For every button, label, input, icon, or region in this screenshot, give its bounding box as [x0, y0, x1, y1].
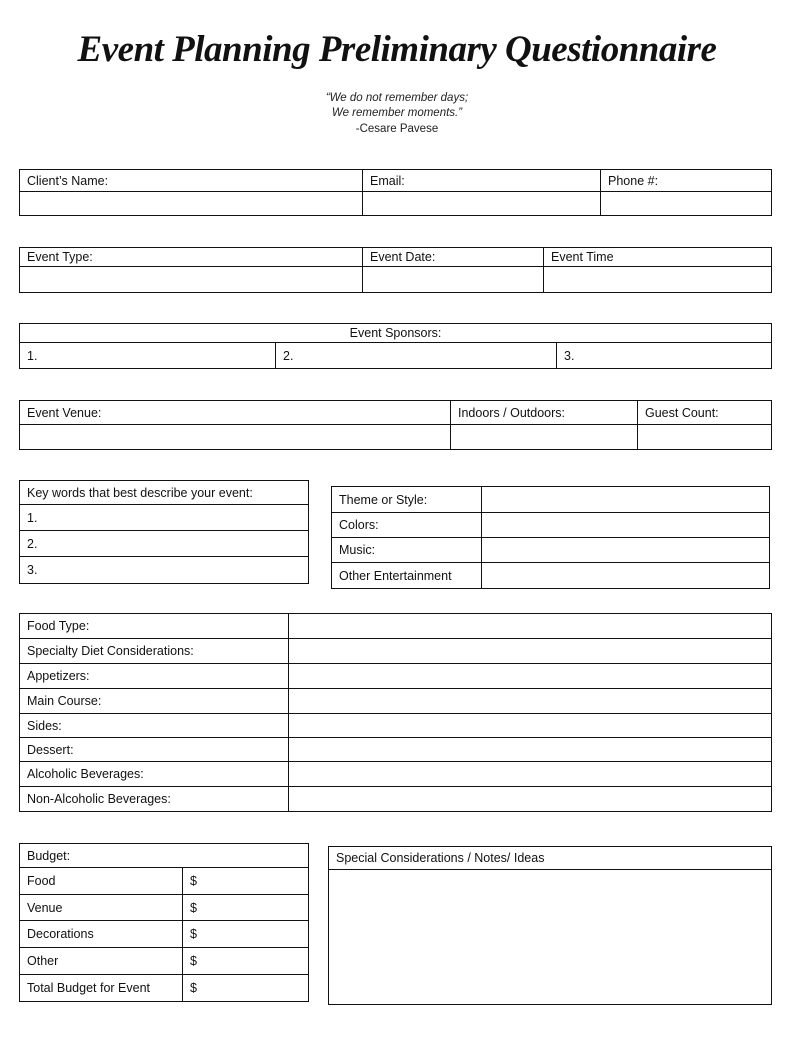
budget-decorations-label: Decorations: [20, 921, 183, 948]
colors-label: Colors:: [332, 513, 482, 538]
venue-field[interactable]: [20, 425, 451, 450]
event-date-field[interactable]: [363, 267, 544, 293]
sponsor-2-field[interactable]: 2.: [276, 343, 557, 369]
budget-table: [19, 843, 309, 1002]
venue-table: [19, 400, 772, 450]
specialty-diet-label: Specialty Diet Considerations:: [20, 639, 289, 664]
client-name-label: Client’s Name:: [20, 170, 363, 192]
page-title: Event Planning Preliminary Questionnaire: [77, 29, 717, 70]
venue-label: Event Venue:: [20, 401, 451, 425]
budget-total-field[interactable]: $: [183, 975, 309, 1002]
style-table: [331, 486, 770, 589]
sponsor-3-field[interactable]: 3.: [557, 343, 772, 369]
budget-food-field[interactable]: $: [183, 868, 309, 895]
event-date-label: Event Date:: [363, 248, 544, 267]
phone-label: Phone #:: [601, 170, 772, 192]
sponsors-heading: Event Sponsors:: [20, 324, 772, 343]
dessert-label: Dessert:: [20, 738, 289, 762]
alcoholic-beverages-field[interactable]: [289, 762, 772, 787]
notes-table: [328, 846, 772, 1005]
notes-field[interactable]: [329, 870, 772, 1005]
quote-line-1: “We do not remember days;: [325, 92, 469, 104]
appetizers-field[interactable]: [289, 664, 772, 689]
theme-style-field[interactable]: [482, 487, 770, 513]
sides-field[interactable]: [289, 714, 772, 738]
budget-heading: Budget:: [20, 844, 309, 868]
budget-venue-field[interactable]: $: [183, 895, 309, 921]
alcoholic-beverages-label: Alcoholic Beverages:: [20, 762, 289, 787]
sides-label: Sides:: [20, 714, 289, 738]
event-type-field[interactable]: [20, 267, 363, 293]
theme-style-label: Theme or Style:: [332, 487, 482, 513]
email-label: Email:: [363, 170, 601, 192]
indoors-outdoors-field[interactable]: [451, 425, 638, 450]
phone-field[interactable]: [601, 192, 772, 216]
event-time-label: Event Time: [544, 248, 772, 267]
keywords-heading: Key words that best describe your event:: [20, 481, 309, 505]
dessert-field[interactable]: [289, 738, 772, 762]
sponsors-table: [19, 323, 772, 369]
contact-table: [19, 169, 772, 216]
event-time-field[interactable]: [544, 267, 772, 293]
event-details-table: [19, 247, 772, 293]
music-label: Music:: [332, 538, 482, 563]
keyword-2-field[interactable]: 2.: [20, 531, 309, 557]
event-type-label: Event Type:: [20, 248, 363, 267]
specialty-diet-field[interactable]: [289, 639, 772, 664]
non-alcoholic-beverages-field[interactable]: [289, 787, 772, 812]
food-type-field[interactable]: [289, 614, 772, 639]
budget-decorations-field[interactable]: $: [183, 921, 309, 948]
other-entertainment-field[interactable]: [482, 563, 770, 589]
non-alcoholic-beverages-label: Non-Alcoholic Beverages:: [20, 787, 289, 812]
colors-field[interactable]: [482, 513, 770, 538]
guest-count-field[interactable]: [638, 425, 772, 450]
budget-other-field[interactable]: $: [183, 948, 309, 975]
food-table: [19, 613, 772, 812]
appetizers-label: Appetizers:: [20, 664, 289, 689]
quote-author: -Cesare Pavese: [355, 123, 439, 135]
other-entertainment-label: Other Entertainment: [332, 563, 482, 589]
quote-line-2: We remember moments.”: [331, 107, 463, 119]
food-type-label: Food Type:: [20, 614, 289, 639]
budget-venue-label: Venue: [20, 895, 183, 921]
main-course-label: Main Course:: [20, 689, 289, 714]
sponsor-1-field[interactable]: 1.: [20, 343, 276, 369]
keyword-1-field[interactable]: 1.: [20, 505, 309, 531]
music-field[interactable]: [482, 538, 770, 563]
client-name-field[interactable]: [20, 192, 363, 216]
budget-other-label: Other: [20, 948, 183, 975]
keywords-table: [19, 480, 309, 584]
indoors-outdoors-label: Indoors / Outdoors:: [451, 401, 638, 425]
email-field[interactable]: [363, 192, 601, 216]
keyword-3-field[interactable]: 3.: [20, 557, 309, 584]
budget-total-label: Total Budget for Event: [20, 975, 183, 1002]
guest-count-label: Guest Count:: [638, 401, 772, 425]
notes-heading: Special Considerations / Notes/ Ideas: [329, 847, 772, 870]
main-course-field[interactable]: [289, 689, 772, 714]
budget-food-label: Food: [20, 868, 183, 895]
